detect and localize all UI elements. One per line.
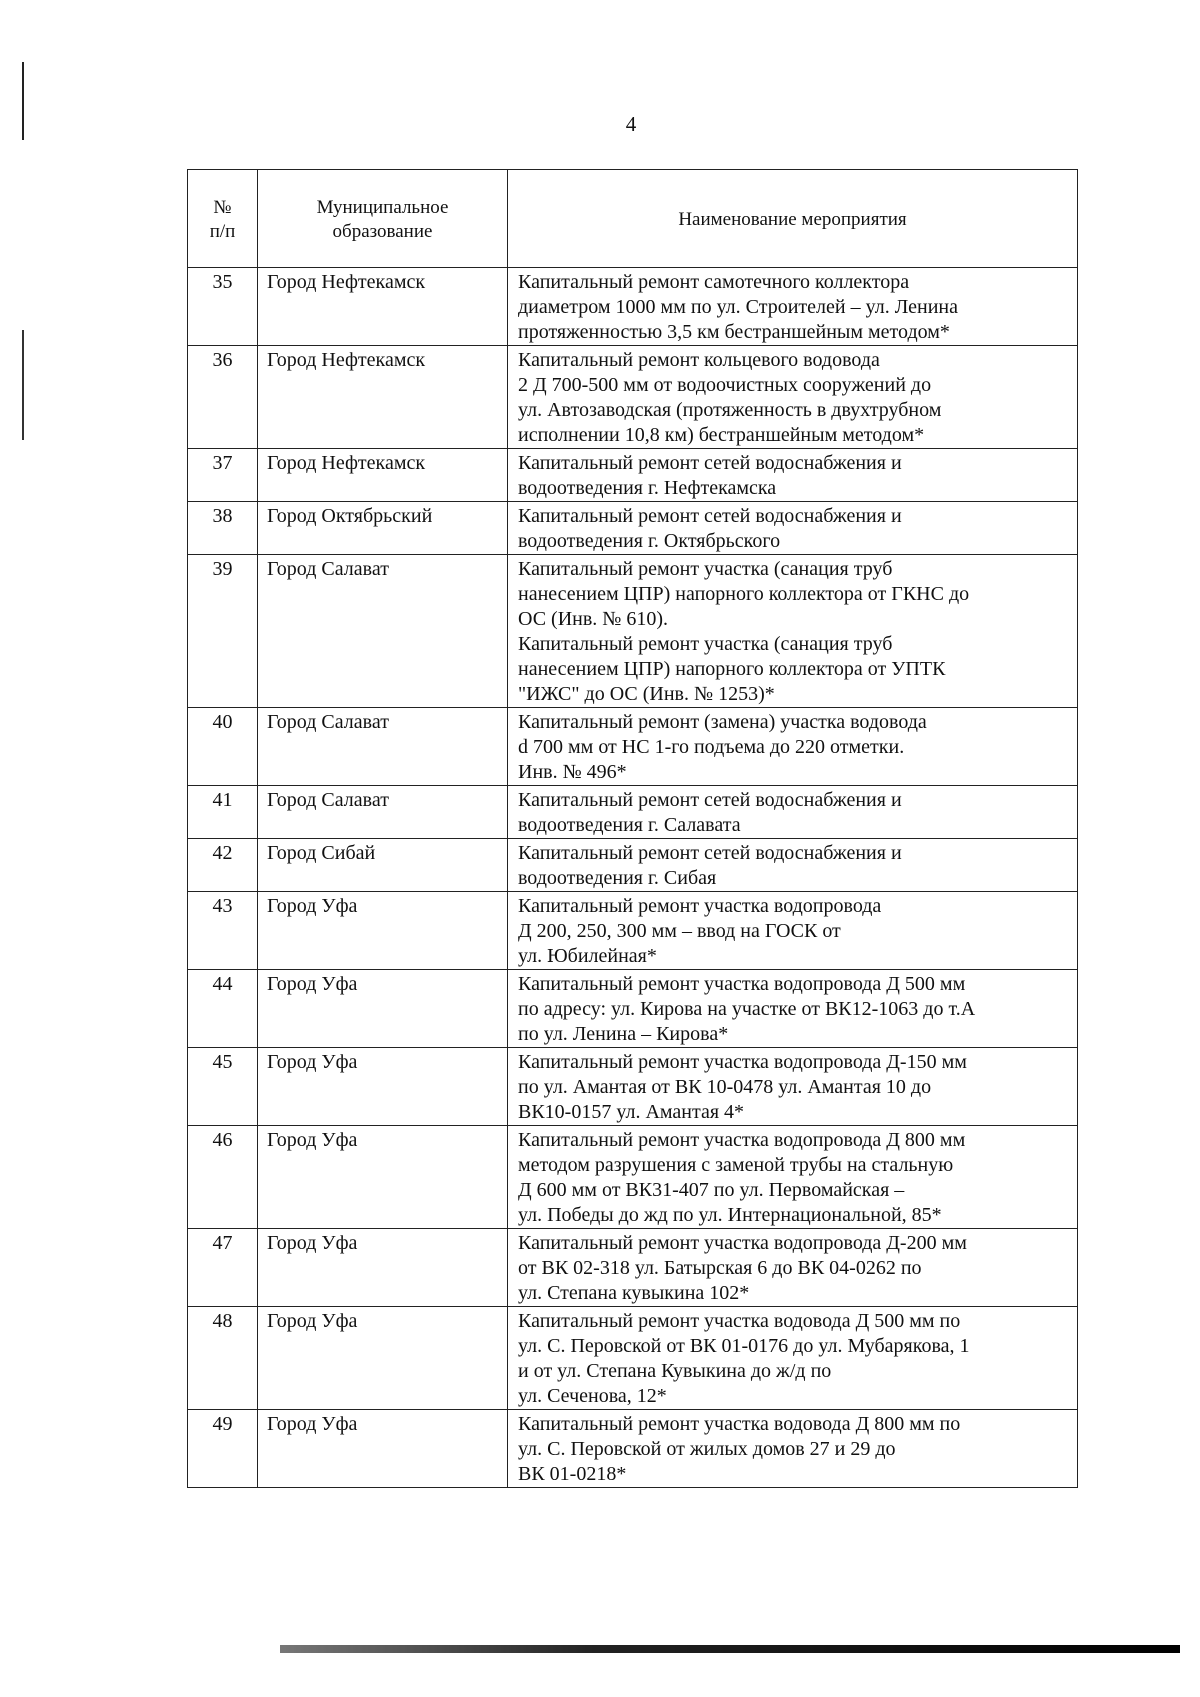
row-municipality: Город Сибай [258,839,508,892]
row-event: Капитальный ремонт (замена) участка водовода d 700 мм от НС 1-го подъема до 220 отметки. Инв. № 496* [508,708,1078,786]
table-row [188,839,1078,892]
row-municipality: Город Октябрьский [258,502,508,555]
header-num: № п/п [188,170,258,268]
row-event: Капитальный ремонт участка водопровода Д 800 мм методом разрушения с заменой трубы на стальную Д 600 мм от ВК31-407 по ул. Первомайская – ул. Победы до жд по ул. Интернациональной, 85* [508,1126,1078,1229]
row-number: 46 [188,1126,258,1229]
table-row [188,970,1078,1048]
table-row [188,346,1078,449]
row-event: Капитальный ремонт сетей водоснабжения и водоотведения г. Октябрьского [508,502,1078,555]
table-row [188,892,1078,970]
page-number: 4 [625,112,637,136]
row-municipality: Город Нефтекамск [258,346,508,449]
row-municipality: Город Уфа [258,1048,508,1126]
row-municipality: Город Салават [258,708,508,786]
row-municipality: Город Уфа [258,1126,508,1229]
row-number: 45 [188,1048,258,1126]
row-number: 44 [188,970,258,1048]
row-number: 48 [188,1307,258,1410]
scan-edge-mark [22,330,24,440]
row-municipality: Город Уфа [258,1410,508,1488]
row-event: Капитальный ремонт участка (санация труб нанесением ЦПР) напорного коллектора от ГКНС до ОС (Инв. № 610). Капитальный ремонт участка (санация труб нанесением ЦПР) напорного коллектора от УПТК "ИЖС" до ОС (Инв. № 1253)* [508,555,1078,708]
row-municipality: Город Уфа [258,1229,508,1307]
row-event: Капитальный ремонт участка водопровода Д 500 мм по адресу: ул. Кирова на участке от ВК12-1063 до т.А по ул. Ленина – Кирова* [508,970,1078,1048]
row-event: Капитальный ремонт сетей водоснабжения и водоотведения г. Салавата [508,786,1078,839]
header-event: Наименование мероприятия [508,170,1078,268]
table-row [188,555,1078,708]
row-event: Капитальный ремонт самотечного коллектора диаметром 1000 мм по ул. Строителей – ул. Ленина протяженностью 3,5 км бестраншейным методом* [508,268,1078,346]
row-number: 42 [188,839,258,892]
row-number: 40 [188,708,258,786]
row-municipality: Город Уфа [258,892,508,970]
row-municipality: Город Уфа [258,970,508,1048]
table-row [188,268,1078,346]
table-header-row [188,170,1078,268]
row-number: 41 [188,786,258,839]
table-row [188,449,1078,502]
header-municipality: Муниципальное образование [258,170,508,268]
row-number: 35 [188,268,258,346]
row-municipality: Город Нефтекамск [258,449,508,502]
row-event: Капитальный ремонт участка водопровода Д-200 мм от ВК 02-318 ул. Батырская 6 до ВК 04-0262 по ул. Степана кувыкина 102* [508,1229,1078,1307]
table-body [188,268,1078,1488]
row-event: Капитальный ремонт кольцевого водовода 2 Д 700-500 мм от водоочистных сооружений до ул. Автозаводская (протяженность в двухтрубном исполнении 10,8 км) бестраншейным методом* [508,346,1078,449]
bottom-scan-line [280,1645,1180,1653]
table-row [188,1410,1078,1488]
row-event: Капитальный ремонт участка водовода Д 800 мм по ул. С. Перовской от жилых домов 27 и 29 до ВК 01-0218* [508,1410,1078,1488]
table-row [188,786,1078,839]
row-number: 36 [188,346,258,449]
row-number: 39 [188,555,258,708]
row-event: Капитальный ремонт участка водопровода Д 200, 250, 300 мм – ввод на ГОСК от ул. Юбилейная* [508,892,1078,970]
row-number: 49 [188,1410,258,1488]
row-number: 47 [188,1229,258,1307]
row-municipality: Город Нефтекамск [258,268,508,346]
measures-table [187,169,1078,1488]
row-event: Капитальный ремонт участка водовода Д 500 мм по ул. С. Перовской от ВК 01-0176 до ул. Мубарякова, 1 и от ул. Степана Кувыкина до ж/д по ул. Сеченова, 12* [508,1307,1078,1410]
row-event: Капитальный ремонт сетей водоснабжения и водоотведения г. Нефтекамска [508,449,1078,502]
table-row [188,502,1078,555]
row-municipality: Город Салават [258,555,508,708]
table-row [188,708,1078,786]
row-municipality: Город Салават [258,786,508,839]
row-number: 38 [188,502,258,555]
table-row [188,1229,1078,1307]
table-row [188,1307,1078,1410]
row-number: 43 [188,892,258,970]
table-row [188,1048,1078,1126]
row-event: Капитальный ремонт сетей водоснабжения и водоотведения г. Сибая [508,839,1078,892]
row-number: 37 [188,449,258,502]
row-event: Капитальный ремонт участка водопровода Д-150 мм по ул. Амантая от ВК 10-0478 ул. Амантая 10 до ВК10-0157 ул. Амантая 4* [508,1048,1078,1126]
table-row [188,1126,1078,1229]
row-municipality: Город Уфа [258,1307,508,1410]
